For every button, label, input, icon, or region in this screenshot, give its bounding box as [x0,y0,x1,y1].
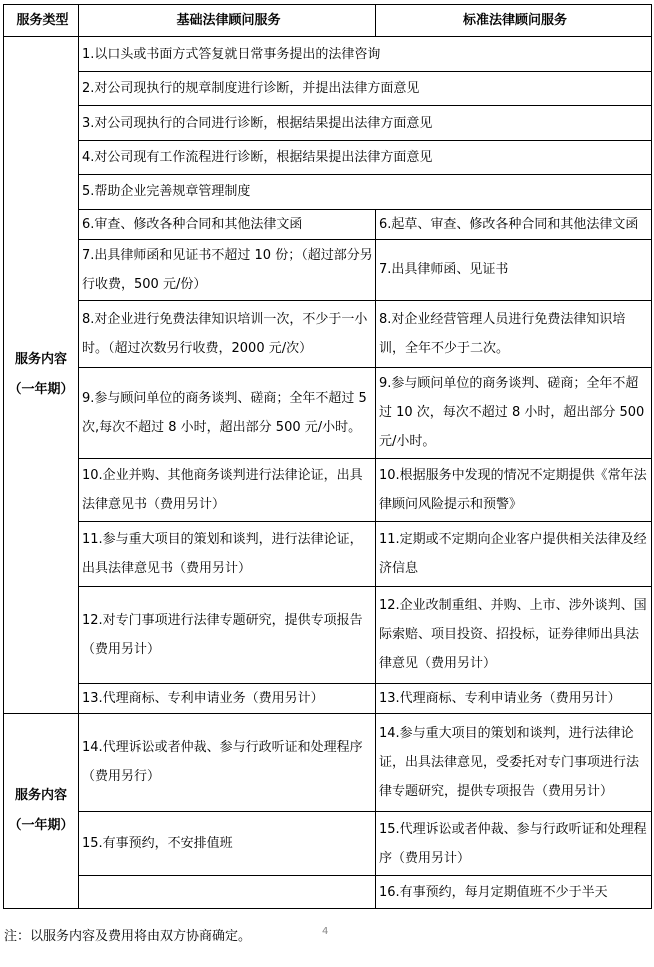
basic-item [79,876,376,909]
table-row [4,367,652,458]
table-row [4,175,652,209]
standard-item: 8.对企业经营管理人员进行免费法律知识培训，全年不少于二次。 [376,300,652,367]
table-row [4,300,652,367]
footnote: 注：以服务内容及费用将由双方协商确定。 [4,929,252,944]
standard-item: 9.参与顾问单位的商务谈判、磋商；全年不超过 10 次，每次不超过 8 小时，超出部分 500元/小时。 [376,367,652,458]
standard-item: 14.参与重大项目的策划和谈判，进行法律论证，出具法律意见，受委托对专门事项进行法律专题研究，提供专项报告（费用另计） [376,714,652,811]
service-type-label: 服务内容 （一年期） [4,37,79,714]
standard-item: 13.代理商标、专利申请业务（费用另计） [376,683,652,713]
page-number: 4 [322,926,329,937]
shared-item: 2.对公司现执行的规章制度进行诊断，并提出法律方面意见 [79,71,652,105]
shared-item: 3.对公司现执行的合同进行诊断，根据结果提出法律方面意见 [79,106,652,140]
standard-item: 15.代理诉讼或者仲裁、参与行政听证和处理程序（费用另计） [376,811,652,876]
table-row [4,458,652,521]
table-row [4,811,652,876]
table-row [4,140,652,174]
header-row [4,5,652,37]
standard-item: 16.有事预约，每月定期值班不少于半天 [376,876,652,909]
standard-item: 7.出具律师函、见证书 [376,240,652,301]
basic-item: 8.对企业进行免费法律知识培训一次，不少于一小时。（超过次数另行收费，2000 元/次） [79,300,376,367]
table-row [4,714,652,811]
header-basic-service: 基础法律顾问服务 [79,5,376,37]
shared-item: 1.以口头或书面方式答复就日常事务提出的法律咨询 [79,37,652,71]
shared-item: 5.帮助企业完善规章管理制度 [79,175,652,209]
standard-item: 12.企业改制重组、并购、上市、涉外谈判、国际索赔、项目投资、招投标，证券律师出具法律意见（费用另计） [376,586,652,683]
table-row [4,71,652,105]
basic-item: 10.企业并购、其他商务谈判进行法律论证，出具法律意见书（费用另计） [79,458,376,521]
standard-item: 10.根据服务中发现的情况不定期提供《常年法律顾问风险提示和预警》 [376,458,652,521]
table-row [4,37,652,71]
basic-item: 11.参与重大项目的策划和谈判，进行法律论证，出具法律意见书（费用另计） [79,521,376,586]
table-row [4,209,652,239]
table-row [4,240,652,301]
service-comparison-table [3,4,652,909]
basic-item: 9.参与顾问单位的商务谈判、磋商；全年不超过 5 次,每次不超过 8 小时，超出部分 500 元/小时。 [79,367,376,458]
table-row [4,106,652,140]
basic-item: 12.对专门事项进行法律专题研究，提供专项报告（费用另计） [79,586,376,683]
standard-item: 6.起草、审查、修改各种合同和其他法律文函 [376,209,652,239]
header-standard-service: 标准法律顾问服务 [376,5,652,37]
standard-item: 11.定期或不定期向企业客户提供相关法律及经济信息 [376,521,652,586]
basic-item: 13.代理商标、专利申请业务（费用另计） [79,683,376,713]
table-row [4,876,652,909]
table-row [4,683,652,713]
table-row [4,586,652,683]
service-type-label-2: 服务内容 （一年期） [4,714,79,909]
shared-item: 4.对公司现有工作流程进行诊断，根据结果提出法律方面意见 [79,140,652,174]
basic-item: 14.代理诉讼或者仲裁、参与行政听证和处理程序（费用另行） [79,714,376,811]
table-row [4,521,652,586]
header-service-type: 服务类型 [4,5,79,37]
basic-item: 15.有事预约，不安排值班 [79,811,376,876]
basic-item: 6.审查、修改各种合同和其他法律文函 [79,209,376,239]
basic-item: 7.出具律师函和见证书不超过 10 份；（超过部分另行收费，500 元/份） [79,240,376,301]
